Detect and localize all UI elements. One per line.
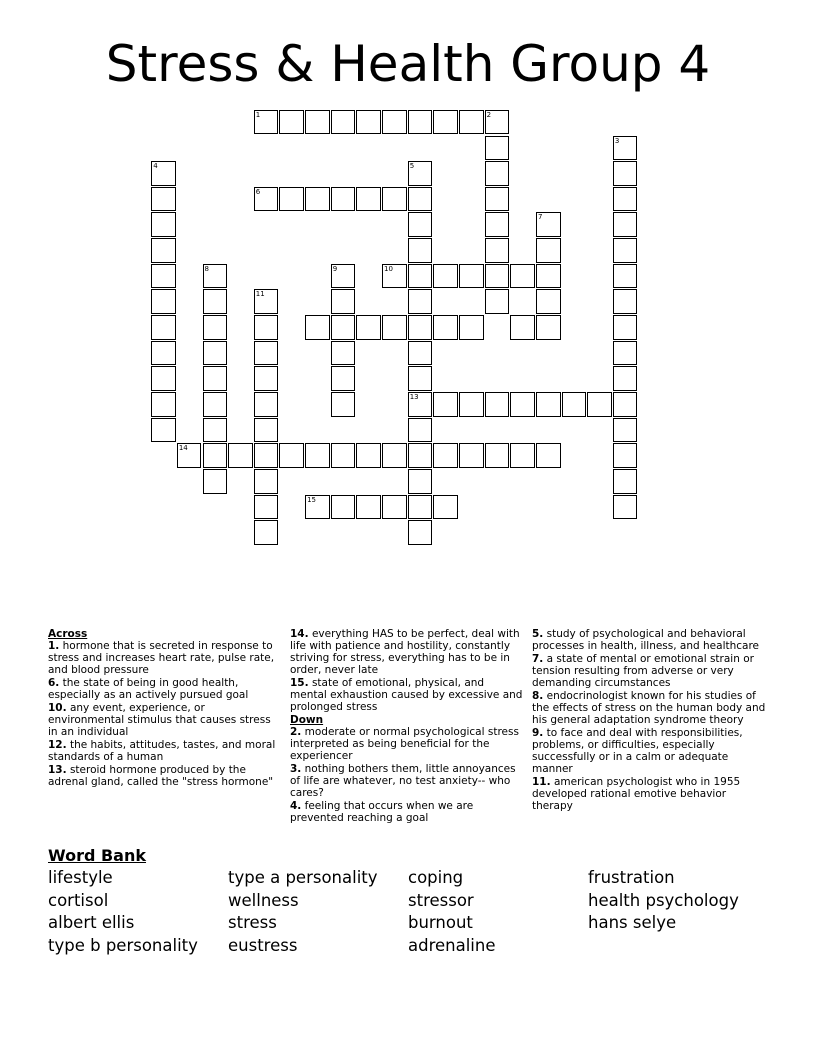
grid-cell[interactable] [177, 443, 202, 468]
clue-num: 13. [48, 764, 67, 776]
clue-number: 9 [332, 264, 338, 273]
word-bank-word: cortisol [48, 890, 109, 910]
grid-cell[interactable] [254, 469, 279, 494]
grid-cell[interactable] [510, 392, 535, 417]
clue-num: 12. [48, 739, 67, 751]
grid-cell[interactable] [151, 392, 176, 417]
grid-cell[interactable] [305, 495, 330, 520]
grid-cell[interactable] [151, 341, 176, 366]
clue-num: 7. [532, 653, 544, 665]
clue-text: endocrinologist known for his studies of the effects of stress on the human body and his general adaptation syndrome theory [532, 690, 766, 726]
grid-cell[interactable] [510, 264, 535, 289]
grid-cell[interactable] [382, 315, 407, 340]
grid-cell[interactable] [613, 392, 638, 417]
clue [532, 727, 770, 775]
page-title: Stress & Health Group 4 [105, 35, 711, 93]
grid-cell[interactable] [613, 212, 638, 237]
grid-cell[interactable] [331, 264, 356, 289]
word-bank-word: lifestyle [48, 868, 113, 887]
grid-cell[interactable] [613, 264, 638, 289]
clue [290, 628, 524, 676]
clue-number: 3 [614, 136, 620, 145]
clue-text: american psychologist who in 1955 developed rational emotive behavior therapy [532, 776, 741, 812]
grid-cell[interactable] [151, 289, 176, 314]
grid-cell[interactable] [433, 110, 458, 135]
grid-cell[interactable] [408, 187, 433, 212]
word-bank-word: health psychology [588, 890, 739, 910]
clue-text: the state of being in good health, especially as an actively pursued goal [48, 677, 249, 701]
grid-cell[interactable] [151, 315, 176, 340]
grid-cell[interactable] [331, 315, 356, 340]
grid-cell[interactable] [331, 289, 356, 314]
grid-cell[interactable] [356, 187, 381, 212]
clue [532, 690, 770, 726]
grid-cell[interactable] [433, 392, 458, 417]
word-bank-title: Word Bank [48, 846, 147, 865]
clue-number: 4 [153, 162, 158, 171]
grid-cell[interactable] [382, 443, 407, 468]
clue-number: 15 [307, 495, 317, 504]
clue-column-3 [532, 628, 770, 813]
clue-num: 11. [532, 776, 551, 788]
grid-cell[interactable] [536, 392, 561, 417]
grid-cell[interactable] [408, 110, 433, 135]
clue-text: nothing bothers them, little annoyances of life are whatever, no test anxiety-- who cares? [290, 763, 516, 799]
grid-cell[interactable] [203, 315, 228, 340]
clue-text: any event, experience, or environmental stimulus that causes stress in an individual [48, 702, 271, 738]
grid-cell[interactable] [203, 392, 228, 417]
word-bank-word: coping [408, 868, 464, 887]
clue-num: 15. [290, 677, 309, 689]
grid-cell[interactable] [331, 187, 356, 212]
across-heading: Across [48, 628, 88, 640]
grid-cell[interactable] [331, 341, 356, 366]
grid-cell[interactable] [613, 443, 638, 468]
clue [532, 628, 770, 652]
clue-num: 1. [48, 640, 60, 652]
clue-num: 10. [48, 702, 67, 714]
grid-cell[interactable] [485, 110, 510, 135]
grid-cell[interactable] [459, 392, 484, 417]
grid-cell[interactable] [331, 495, 356, 520]
grid-cell[interactable] [203, 341, 228, 366]
grid-cell[interactable] [485, 187, 510, 212]
clue-text: steroid hormone produced by the adrenal gland, called the "stress hormone" [48, 764, 274, 788]
grid-cell[interactable] [151, 187, 176, 212]
grid-cell[interactable] [408, 418, 433, 443]
grid-cell[interactable] [613, 289, 638, 314]
clue-text: everything HAS to be perfect, deal with life with patience and hostility, constantly striving for stress, everything has to be in order, never late [290, 628, 520, 676]
clue [290, 763, 524, 799]
grid-cell[interactable] [536, 289, 561, 314]
grid-cell[interactable] [613, 136, 638, 161]
word-bank-word: wellness [228, 890, 299, 910]
clue [48, 764, 280, 788]
grid-cell[interactable] [254, 520, 279, 545]
grid-cell[interactable] [485, 136, 510, 161]
clue [48, 702, 280, 738]
clue-number: 13 [409, 393, 419, 401]
down-heading: Down [290, 714, 324, 726]
grid-cell[interactable] [254, 315, 279, 340]
grid-cell[interactable] [613, 495, 638, 520]
grid-cell[interactable] [613, 418, 638, 443]
clue-text: to face and deal with responsibilities, problems, or difficulties, especially successfully or in a calm or adequate manner [532, 727, 743, 775]
grid-cell[interactable] [203, 469, 228, 494]
clue [290, 726, 524, 762]
grid-cell[interactable] [459, 315, 484, 340]
grid-cell[interactable] [459, 110, 484, 135]
clue-text: moderate or normal psychological stress interpreted as being beneficial for the experiencer [290, 726, 519, 762]
clue-number: 10 [384, 264, 393, 273]
clue-column-1 [48, 628, 280, 789]
grid-cell[interactable] [408, 212, 433, 237]
grid-cell[interactable] [382, 187, 407, 212]
word-bank-word: hans selye [588, 913, 677, 933]
clue [48, 677, 280, 701]
grid-cell[interactable] [356, 495, 381, 520]
grid-cell[interactable] [254, 443, 279, 468]
grid-cell[interactable] [433, 443, 458, 468]
grid-cell[interactable] [203, 366, 228, 391]
grid-cell[interactable] [613, 161, 638, 186]
clue [532, 776, 770, 812]
word-bank-word: burnout [408, 913, 473, 933]
grid-cell[interactable] [536, 315, 561, 340]
grid-cell[interactable] [203, 418, 228, 443]
grid-cell[interactable] [536, 238, 561, 263]
clue [48, 640, 280, 676]
grid-cell[interactable] [305, 110, 330, 135]
grid-cell[interactable] [279, 187, 304, 212]
clue [290, 677, 524, 713]
grid-cell[interactable] [408, 315, 433, 340]
clue-column-2 [290, 628, 524, 825]
grid-cell[interactable] [305, 443, 330, 468]
grid-cell[interactable] [408, 392, 433, 417]
word-bank-word: albert ellis [48, 913, 135, 933]
grid-cell[interactable] [485, 238, 510, 263]
grid-cell[interactable] [613, 366, 638, 391]
grid-cell[interactable] [459, 264, 484, 289]
grid-cell[interactable] [485, 161, 510, 186]
grid-cell[interactable] [433, 495, 458, 520]
grid-cell[interactable] [408, 443, 433, 468]
grid-cell[interactable] [382, 495, 407, 520]
grid-cell[interactable] [485, 212, 510, 237]
grid-cell[interactable] [151, 212, 176, 237]
clue [290, 800, 524, 824]
clue-num: 6. [48, 677, 60, 689]
grid-cell[interactable] [305, 315, 330, 340]
grid-cell[interactable] [356, 315, 381, 340]
grid-cell[interactable] [151, 418, 176, 443]
grid-cell[interactable] [485, 443, 510, 468]
grid-cell[interactable] [356, 443, 381, 468]
grid-cell[interactable] [203, 289, 228, 314]
grid-cell[interactable] [433, 264, 458, 289]
grid-cell[interactable] [485, 264, 510, 289]
clue-text: feeling that occurs when we are prevented reaching a goal [290, 800, 474, 824]
grid-cell[interactable] [382, 264, 407, 289]
grid-cell[interactable] [305, 187, 330, 212]
grid-cell[interactable] [254, 392, 279, 417]
grid-cell[interactable] [408, 341, 433, 366]
grid-cell[interactable] [356, 110, 381, 135]
grid-cell[interactable] [613, 469, 638, 494]
grid-cell[interactable] [151, 264, 176, 289]
grid-cell[interactable] [408, 366, 433, 391]
grid-cell[interactable] [254, 110, 279, 135]
grid-cell[interactable] [203, 264, 228, 289]
grid-cell[interactable] [562, 392, 587, 417]
grid-cell[interactable] [485, 392, 510, 417]
clue-num: 9. [532, 727, 544, 739]
clue-num: 5. [532, 628, 544, 640]
clue-num: 8. [532, 690, 544, 702]
clue-text: the habits, attitudes, tastes, and moral standards of a human [48, 739, 276, 763]
grid-cell[interactable] [279, 443, 304, 468]
clue-text: hormone that is secreted in response to stress and increases heart rate, pulse rate, and blood pressure [48, 640, 275, 676]
grid-cell[interactable] [254, 366, 279, 391]
grid-cell[interactable] [485, 289, 510, 314]
grid-cell[interactable] [408, 264, 433, 289]
word-bank-word: type b personality [48, 936, 198, 956]
clue [532, 653, 770, 689]
grid-cell[interactable] [613, 187, 638, 212]
grid-cell[interactable] [408, 469, 433, 494]
clue-number: 2 [486, 110, 492, 119]
clue-num: 14. [290, 628, 309, 640]
clue-number: 14 [178, 444, 188, 453]
grid-cell[interactable] [613, 341, 638, 366]
clue-text: study of psychological and behavioral processes in health, illness, and healthcare [532, 628, 760, 652]
grid-cell[interactable] [459, 443, 484, 468]
grid-cell[interactable] [408, 495, 433, 520]
grid-cell[interactable] [254, 187, 279, 212]
grid-cell[interactable] [331, 110, 356, 135]
clue-num: 4. [290, 800, 302, 812]
word-bank-word: eustress [228, 936, 298, 956]
grid-cell[interactable] [254, 495, 279, 520]
grid-cell[interactable] [331, 366, 356, 391]
clue-number: 7 [537, 213, 543, 222]
grid-cell[interactable] [151, 366, 176, 391]
grid-cell[interactable] [433, 315, 458, 340]
clue [48, 739, 280, 763]
grid-cell[interactable] [151, 238, 176, 263]
clue-number: 6 [255, 187, 261, 196]
grid-cell[interactable] [228, 443, 253, 468]
grid-cell[interactable] [254, 341, 279, 366]
grid-cell[interactable] [331, 443, 356, 468]
grid-cell[interactable] [331, 392, 356, 417]
word-bank-word: stress [228, 913, 277, 933]
clue-text: state of emotional, physical, and mental exhaustion caused by excessive and prolonged stress [290, 677, 523, 713]
grid-cell[interactable] [279, 110, 304, 135]
clue-text: a state of mental or emotional strain or tension resulting from adverse or very demanding circumstances [532, 653, 754, 689]
grid-cell[interactable] [536, 443, 561, 468]
grid-cell[interactable] [510, 443, 535, 468]
grid-cell[interactable] [510, 315, 535, 340]
grid-cell[interactable] [382, 110, 407, 135]
grid-cell[interactable] [408, 238, 433, 263]
grid-cell[interactable] [254, 289, 279, 314]
word-bank-word: adrenaline [408, 936, 496, 956]
grid-cell[interactable] [254, 418, 279, 443]
grid-cell[interactable] [613, 315, 638, 340]
grid-cell[interactable] [408, 289, 433, 314]
clue-num: 2. [290, 726, 302, 738]
grid-cell[interactable] [536, 212, 561, 237]
grid-cell[interactable] [536, 264, 561, 289]
grid-cell[interactable] [613, 238, 638, 263]
word-bank-word: stressor [408, 890, 474, 910]
clue-number: 8 [204, 264, 209, 273]
grid-cell[interactable] [587, 392, 612, 417]
grid-cell[interactable] [408, 520, 433, 545]
clue-num: 3. [290, 763, 302, 775]
grid-cell[interactable] [203, 443, 228, 468]
word-bank-word: frustration [588, 868, 675, 887]
grid-cell[interactable] [151, 161, 176, 186]
word-bank-word: type a personality [228, 868, 378, 887]
clue-number: 11 [255, 290, 265, 299]
clue-number: 1 [255, 110, 261, 119]
grid-cell[interactable] [408, 161, 433, 186]
clue-number: 5 [409, 162, 415, 171]
